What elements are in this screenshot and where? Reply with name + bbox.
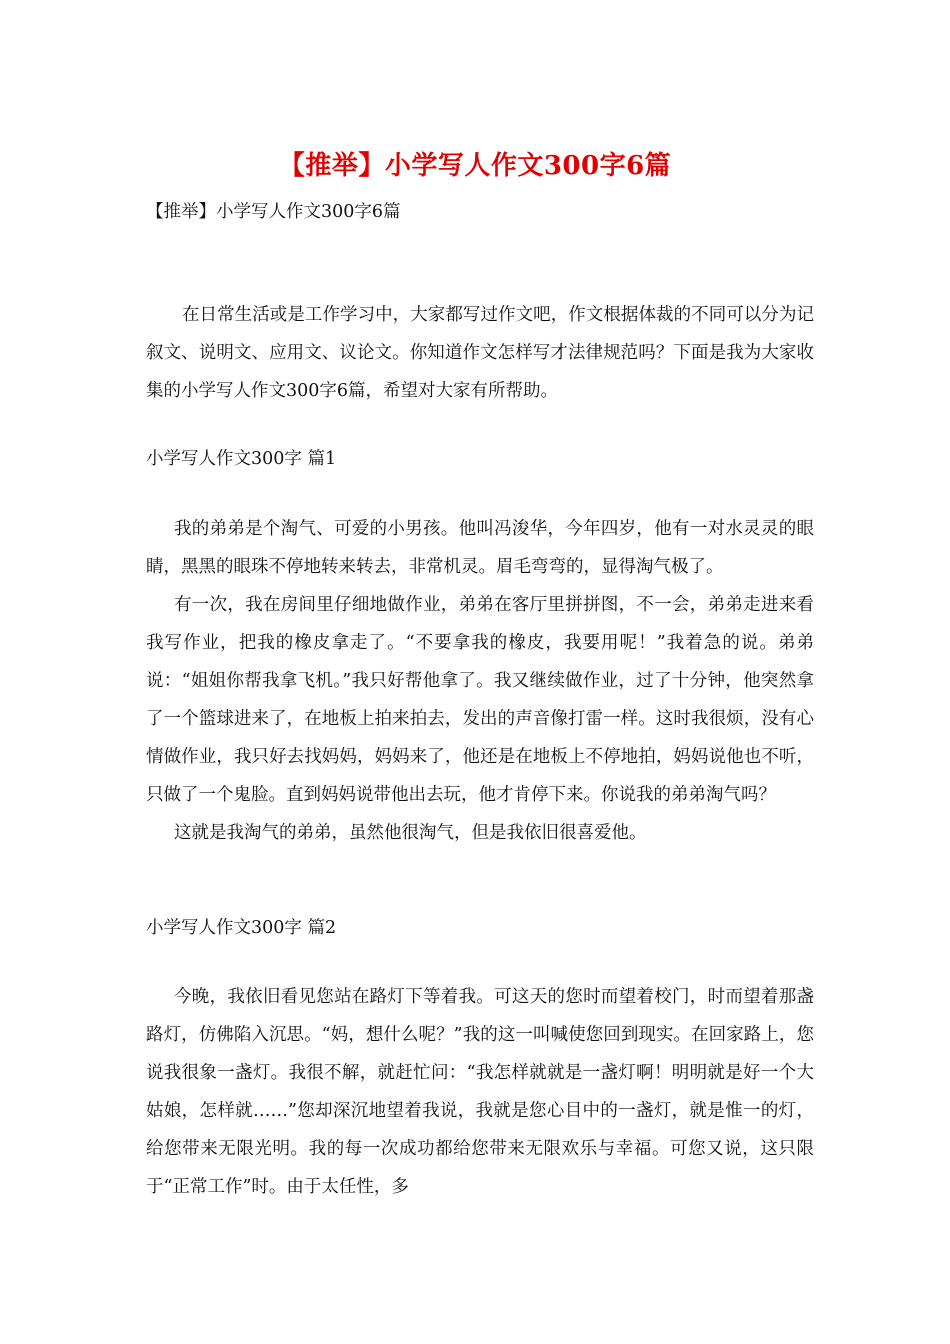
essay-2-heading: 小学写人作文300字 篇2 bbox=[146, 918, 337, 938]
essay-1-heading: 小学写人作文300字 篇1 bbox=[146, 449, 337, 469]
document-subtitle: 【推举】小学写人作文300字6篇 bbox=[146, 202, 401, 222]
essay-1-paragraph: 这就是我淘气的弟弟，虽然他很淘气，但是我依旧很喜爱他。 bbox=[174, 823, 647, 843]
intro-paragraph: 在日常生活或是工作学习中，大家都写过作文吧，作文根据体裁的不同可以分为记叙文、说明文、应用文、议论文。你知道作文怎样写才法律规范吗？下面是我为大家收集的小学写人作文300字6篇，希望对大家有所帮助。 bbox=[146, 305, 814, 401]
essay-1-paragraph: 我的弟弟是个淘气、可爱的小男孩。他叫冯浚华，今年四岁，他有一对水灵灵的眼睛，黑黑的眼珠不停地转来转去，非常机灵。眉毛弯弯的，显得淘气极了。 bbox=[146, 519, 814, 577]
essay-2-paragraph: 今晚，我依旧看见您站在路灯下等着我。可这天的您时而望着校门，时而望着那盏路灯，仿佛陷入沉思。“妈，想什么呢？”我的这一叫喊使您回到现实。在回家路上，您说我很象一盏灯。我很不解，就赶忙问：“我怎样就就是一盏灯啊！明明就是好一个大姑娘，怎样就……”您却深沉地望着我说，我就是您心目中的一盏灯，就是惟一的灯，给您带来无限光明。我的每一次成功都给您带来无限欢乐与幸福。可您又说，这只限于“正常工作”时。由于太任性，多 bbox=[146, 987, 814, 1197]
essay-2-body bbox=[146, 978, 814, 1206]
essay-1-paragraph: 有一次，我在房间里仔细地做作业，弟弟在客厅里拼拼图，不一会，弟弟走进来看我写作业，把我的橡皮拿走了。“不要拿我的橡皮，我要用呢！”我着急的说。弟弟说：“姐姐你帮我拿飞机。”我只好帮他拿了。我又继续做作业，过了十分钟，他突然拿了一个篮球进来了，在地板上拍来拍去，发出的声音像打雷一样。这时我很烦，没有心情做作业，我只好去找妈妈，妈妈来了，他还是在地板上不停地拍，妈妈说他也不听，只做了一个鬼脸。直到妈妈说带他出去玩，他才肯停下来。你说我的弟弟淘气吗？ bbox=[146, 595, 814, 805]
document-title: 【推举】小学写人作文300字6篇 bbox=[278, 151, 672, 181]
intro-section bbox=[146, 296, 814, 410]
essay-1-body bbox=[146, 510, 814, 852]
